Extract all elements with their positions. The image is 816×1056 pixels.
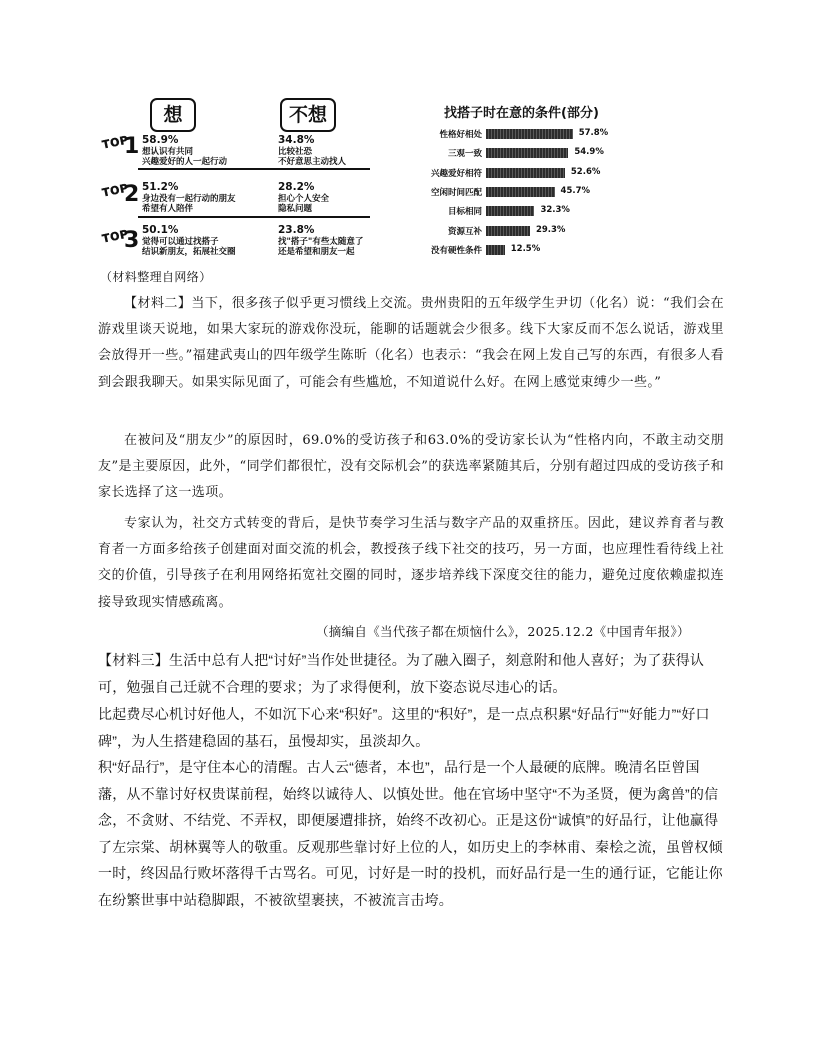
source-note: （材料整理自网络） (100, 270, 212, 284)
row-divider (138, 168, 370, 170)
want-text-3b: 结识新朋友，拓展社交圈 (142, 247, 236, 257)
want-pct-1: 58.9% (142, 134, 179, 146)
bar-category-label: 性格好相处 (439, 130, 482, 140)
bar (486, 148, 568, 158)
row-divider (138, 216, 370, 218)
material2-paragraph-3: 专家认为，社交方式转变的背后，是快节奏学习生活与数字产品的双重挤压。因此，建议养育者与教育者一方面多给孩子创建面对面交流的机会，教授孩子线下社交的技巧，另一方面，也应理性看待线上社交的价值，引导孩子在利用网络拓宽社交圈的同时，逐步培养线下深度交往的能力，避免过度依赖虚拟连接导致现实情感疏离。 (98, 516, 724, 610)
not-text-3a: 找"搭子"有些太随意了 (278, 237, 364, 247)
top-label: TOP (101, 227, 130, 246)
want-header: 想 (150, 98, 196, 132)
bar-value-label: 52.6% (570, 166, 601, 177)
top1-number: 1 (124, 134, 140, 159)
not-text-2a: 担心个人安全 (278, 194, 330, 204)
bar (486, 206, 534, 216)
material2-paragraph-2: 在被问及“朋友少”的原因时，69.0%的受访孩子和63.0%的受访家长认为“性格内向，不敢主动交朋友”是主要原因，此外，“同学们都很忙，没有交际机会”的获选率紧随其后，分别有超过四成的受访孩子和家长选择了这一选项。 (98, 433, 724, 501)
bar-category-label: 三观一致 (447, 149, 482, 160)
material2-citation: （摘编自《当代孩子都在烦恼什么》，2025.12.2《中国青年报》） (316, 624, 690, 639)
top2-number: 2 (124, 182, 140, 207)
bar-value-label: 12.5% (510, 243, 541, 254)
material2-paragraph-1: 【材料二】当下，很多孩子似乎更习惯线上交流。贵州贵阳的五年级学生尹切（化名）说：“我们会在游戏里谈天说地，如果大家玩的游戏你没玩，能聊的话题就会少很多。线下大家反而不怎么说话，游戏里会放得开一些。”福建武夷山的四年级学生陈昕（化名）也表示：“我会在网上发自己写的东西，有很多人看到会跟我聊天。如果实际见面了，可能会有些尴尬，不知道说什么好。在网上感觉束缚少一些。” (98, 296, 724, 390)
want-text-3a: 觉得可以通过找搭子 (142, 237, 219, 247)
want-text-1a: 想认识有共同 (142, 147, 194, 157)
bar (486, 226, 530, 236)
bar-category-label: 目标相同 (447, 207, 482, 218)
bar-value-label: 57.8% (578, 128, 609, 138)
bar (486, 245, 505, 255)
not-text-2b: 隐私问题 (278, 204, 313, 214)
bar (486, 129, 573, 139)
bar-category-label: 资源互补 (447, 226, 482, 237)
chart-title: 找搭子时在意的条件(部分) (444, 106, 599, 121)
not-pct-1: 34.8% (278, 134, 315, 146)
not-pct-2: 28.2% (278, 181, 315, 193)
material3-paragraph-1: 【材料三】生活中总有人把“讨好”当作处世捷径。为了融入圈子，刻意附和他人喜好；为了获得认可，勉强自己迁就不合理的要求；为了求得便利，放下姿态说尽违心的话。 (98, 652, 705, 695)
top3-number: 3 (124, 228, 140, 253)
want-text-1b: 兴趣爱好的人一起行动 (142, 157, 228, 167)
want-pct-3: 50.1% (142, 224, 179, 236)
bar-value-label: 54.9% (574, 147, 604, 158)
not-want-header: 不想 (280, 98, 336, 132)
not-text-1b: 不好意思主动找人 (278, 157, 347, 167)
want-text-2b: 希望有人陪伴 (142, 204, 194, 214)
bar (486, 187, 555, 197)
not-pct-3: 23.8% (278, 224, 315, 236)
top-label: TOP (101, 181, 130, 200)
bar-value-label: 29.3% (535, 224, 566, 235)
bar-category-label: 空闲时间匹配 (430, 187, 482, 198)
material3-paragraph-2: 比起费尽心机讨好他人，不如沉下心来“积好”。这里的“积好”，是一点点积累“好品行”“好能力”“好口碑”，为人生搭建稳固的基石，虽慢却实，虽淡却久。 (98, 706, 710, 749)
bar-value-label: 45.7% (560, 185, 591, 196)
not-text-1a: 比较社恐 (278, 147, 313, 157)
want-pct-2: 51.2% (142, 181, 179, 193)
top-label: TOP (101, 133, 130, 152)
bar-category-label: 没有硬性条件 (430, 245, 482, 256)
bar-category-label: 兴趣爱好相符 (430, 168, 482, 179)
bar-value-label: 32.3% (540, 205, 570, 216)
material3-paragraph-3: 积“好品行”，是守住本心的清醒。古人云“德者，本也”，品行是一个人最硬的底牌。晚清名臣曾国藩，从不靠讨好权贵谋前程，始终以诚待人、以慎处世。他在官场中坚守“不为圣贤，便为禽兽”的信念，不贪财、不结党、不弄权，即便屡遭排挤，始终不改初心。正是这份“诚慎”的好品行，让他赢得了左宗棠、胡林翼等人的敬重。反观那些靠讨好上位的人，如历史上的李林甫、秦桧之流，虽曾权倾一时，终因品行败坏落得千古骂名。可见，讨好是一时的投机，而好品行是一生的通行证，它能让你在纷繁世事中站稳脚跟，不被欲望裹挟，不被流言击垮。 (98, 759, 723, 908)
not-text-3b: 还是希望和朋友一起 (278, 247, 355, 257)
want-text-2a: 身边没有一起行动的朋友 (142, 194, 236, 204)
bar (486, 168, 565, 178)
